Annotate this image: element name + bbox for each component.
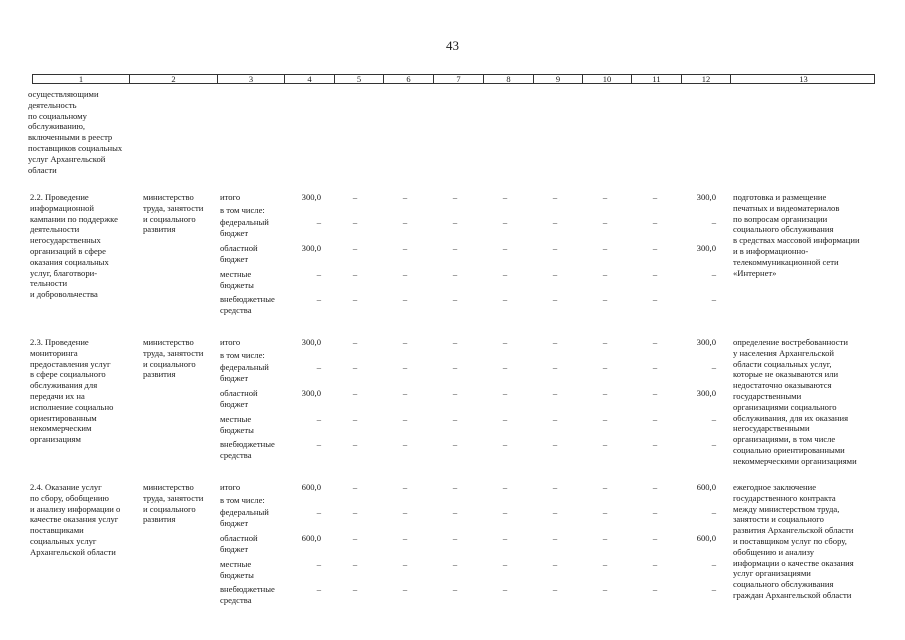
value-col-8: – <box>502 192 508 202</box>
expected-result-text: у населения Архангельской <box>733 347 834 358</box>
value-col-11: – <box>652 414 658 424</box>
page-number: 43 <box>446 38 459 53</box>
executor-text: развития <box>143 224 176 235</box>
expected-result-text: занятости и социального <box>733 514 824 525</box>
value-col-7: – <box>452 337 458 347</box>
measure-title: оказания социальных <box>30 256 109 267</box>
value-col-5: – <box>352 362 358 372</box>
executor-text: министерство <box>143 192 194 202</box>
measure-title: передачи их на <box>30 391 85 401</box>
value-col-9: – <box>552 192 558 202</box>
funding-source-label: бюджеты <box>220 569 254 580</box>
value-col-8: – <box>502 559 508 569</box>
expected-result-text: «Интернет» <box>733 267 777 278</box>
value-col-10: – <box>602 243 608 253</box>
value-col-9: – <box>552 559 558 569</box>
value-col-10: – <box>602 533 608 543</box>
expected-result-text: обслуживания, для их оказания <box>733 412 849 423</box>
value-col-4: 300,0 <box>301 337 321 347</box>
value-col-9: – <box>552 269 558 279</box>
value-col-9: – <box>552 533 558 543</box>
expected-result-text: негосударственными <box>733 423 810 434</box>
value-col-6: – <box>402 269 408 279</box>
expected-result-text: информации о качестве оказания <box>733 557 854 568</box>
value-col-12: – <box>711 294 716 304</box>
value-col-4: 300,0 <box>301 192 321 202</box>
value-col-4: – <box>316 269 321 279</box>
value-col-7: – <box>452 362 458 372</box>
funding-source-label: федеральный <box>220 217 269 227</box>
measure-title: исполнение социально <box>30 401 114 412</box>
funding-source-label: областной <box>220 388 258 398</box>
measure-title: в сфере социального <box>30 369 106 380</box>
executor-text: и социального <box>143 503 196 514</box>
value-col-9: – <box>552 217 558 227</box>
value-col-4: – <box>316 217 321 227</box>
funding-source-label: итого <box>220 337 241 347</box>
funding-source-label: в том числе: <box>220 350 265 360</box>
value-col-9: – <box>552 337 558 347</box>
value-col-11: – <box>652 533 658 543</box>
executor-text: труда, занятости <box>143 202 204 213</box>
funding-source-label: в том числе: <box>220 495 265 505</box>
header-col-4: 4 <box>285 75 335 83</box>
value-col-4: – <box>316 414 321 424</box>
value-col-9: – <box>552 414 558 424</box>
expected-result-text: печатных и видеоматериалов <box>733 202 840 213</box>
expected-result-text: организациями социального <box>733 401 837 412</box>
value-col-10: – <box>602 362 608 372</box>
value-col-6: – <box>402 243 408 253</box>
value-col-7: – <box>452 414 458 424</box>
measure-title: деятельности <box>30 224 80 235</box>
executor-text: развития <box>143 369 176 380</box>
measure-title: предоставления услуг <box>30 358 111 369</box>
value-col-12: – <box>711 559 716 569</box>
value-col-7: – <box>452 269 458 279</box>
executor-text: развития <box>143 514 176 525</box>
funding-source-label: итого <box>220 482 241 492</box>
header-col-12: 12 <box>682 75 731 83</box>
value-col-6: – <box>402 414 408 424</box>
value-col-7: – <box>452 388 458 398</box>
value-col-12: – <box>711 584 716 594</box>
value-col-8: – <box>502 388 508 398</box>
expected-result-text: некоммерческими организациями <box>733 455 857 466</box>
expected-result-text: государственными <box>733 391 802 401</box>
value-col-5: – <box>352 439 358 449</box>
value-col-11: – <box>652 362 658 372</box>
value-col-4: 600,0 <box>301 482 321 492</box>
continuation-text: обслуживанию, <box>28 121 86 132</box>
expected-result-text: социально ориентированными <box>733 445 845 455</box>
value-col-10: – <box>602 337 608 347</box>
value-col-5: – <box>352 584 358 594</box>
measure-title: обслуживания для <box>30 380 98 391</box>
value-col-11: – <box>652 439 658 449</box>
value-col-8: – <box>502 337 508 347</box>
value-col-8: – <box>502 294 508 304</box>
measure-title: негосударственных <box>30 235 101 246</box>
value-col-6: – <box>402 507 408 517</box>
continuation-text: осуществляющими <box>28 89 99 99</box>
measure-title: 2.2. Проведение <box>30 192 89 202</box>
value-col-9: – <box>552 388 558 398</box>
funding-source-label: средства <box>220 449 252 460</box>
value-col-8: – <box>502 482 508 492</box>
funding-source-label: бюджет <box>220 253 249 264</box>
funding-source-label: бюджет <box>220 543 249 554</box>
value-col-6: – <box>402 362 408 372</box>
funding-source-label: итого <box>220 192 241 202</box>
expected-result-text: развития Архангельской области <box>733 525 854 536</box>
funding-source-label: федеральный <box>220 362 269 372</box>
value-col-7: – <box>452 243 458 253</box>
expected-result-text: государственного контракта <box>733 492 836 503</box>
value-col-12: 600,0 <box>696 533 716 543</box>
measure-title: и анализу информации о <box>30 503 121 514</box>
header-col-5: 5 <box>335 75 384 83</box>
expected-result-text: которые не оказываются или <box>733 369 839 380</box>
value-col-5: – <box>352 217 358 227</box>
expected-result-text: услуг организациями <box>733 568 811 579</box>
value-col-12: – <box>711 362 716 372</box>
value-col-12: 300,0 <box>696 388 716 398</box>
value-col-6: – <box>402 337 408 347</box>
expected-result-text: недостаточно оказываются <box>733 380 832 391</box>
measure-title: информационной <box>30 202 95 213</box>
executor-text: труда, занятости <box>143 492 204 503</box>
executor-text: министерство <box>143 337 194 347</box>
value-col-7: – <box>452 507 458 517</box>
value-col-7: – <box>452 559 458 569</box>
value-col-9: – <box>552 507 558 517</box>
expected-result-text: социального обслуживания <box>733 579 834 590</box>
measure-title: тельности <box>30 278 68 289</box>
expected-result-text: и в информационно- <box>733 246 809 256</box>
value-col-8: – <box>502 584 508 594</box>
funding-source-label: федеральный <box>220 507 269 517</box>
continuation-text: деятельность <box>28 99 77 110</box>
expected-result-text: подготовка и размещение <box>733 192 827 202</box>
expected-result-text: организациями, в том числе <box>733 434 836 445</box>
measure-title: поставщиками <box>30 525 84 536</box>
value-col-6: – <box>402 584 408 594</box>
expected-result-text: между министерством труда, <box>733 503 840 514</box>
value-col-9: – <box>552 482 558 492</box>
value-col-11: – <box>652 507 658 517</box>
header-col-9: 9 <box>534 75 583 83</box>
value-col-7: – <box>452 439 458 449</box>
value-col-11: – <box>652 217 658 227</box>
executor-text: труда, занятости <box>143 347 204 358</box>
funding-source-label: местные <box>220 269 252 279</box>
header-col-10: 10 <box>583 75 632 83</box>
value-col-12: – <box>711 414 716 424</box>
measure-title: по сбору, обобщению <box>30 492 109 503</box>
value-col-12: – <box>711 269 716 279</box>
value-col-11: – <box>652 337 658 347</box>
header-col-2: 2 <box>130 75 218 83</box>
measure-title: Архангельской области <box>30 546 116 557</box>
value-col-11: – <box>652 294 658 304</box>
value-col-10: – <box>602 584 608 594</box>
value-col-6: – <box>402 192 408 202</box>
funding-source-label: внебюджетные <box>220 439 275 449</box>
header-col-11: 11 <box>632 75 682 83</box>
measure-title: организаций в сфере <box>30 246 106 256</box>
value-col-10: – <box>602 388 608 398</box>
value-col-12: 600,0 <box>696 482 716 492</box>
value-col-5: – <box>352 388 358 398</box>
expected-result-text: обобщению и анализу <box>733 546 814 557</box>
measure-title: организациям <box>30 434 81 445</box>
value-col-4: 300,0 <box>301 388 321 398</box>
header-col-13: 13 <box>799 74 808 84</box>
measure-title: услуг, благотвори- <box>30 267 98 278</box>
measure-title: социальных услуг <box>30 536 97 546</box>
value-col-9: – <box>552 439 558 449</box>
value-col-8: – <box>502 269 508 279</box>
value-col-6: – <box>402 217 408 227</box>
value-col-5: – <box>352 243 358 253</box>
value-col-12: – <box>711 507 716 517</box>
value-col-6: – <box>402 533 408 543</box>
header-col-8: 8 <box>484 75 534 83</box>
continuation-text: поставщиков социальных <box>28 143 123 153</box>
funding-source-label: внебюджетные <box>220 584 275 594</box>
expected-result-text: в средствах массовой информации <box>733 235 860 246</box>
value-col-9: – <box>552 362 558 372</box>
executor-text: и социального <box>143 213 196 224</box>
value-col-9: – <box>552 584 558 594</box>
funding-source-label: бюджет <box>220 227 249 238</box>
measure-title: качестве оказания услуг <box>30 514 119 525</box>
value-col-11: – <box>652 243 658 253</box>
expected-result-text: и поставщиком услуг по сбору, <box>733 536 847 546</box>
value-col-7: – <box>452 533 458 543</box>
value-col-4: – <box>316 294 321 304</box>
header-col-7: 7 <box>434 75 484 83</box>
value-col-10: – <box>602 414 608 424</box>
value-col-5: – <box>352 269 358 279</box>
expected-result-text: социального обслуживания <box>733 224 834 235</box>
funding-source-label: в том числе: <box>220 205 265 215</box>
value-col-5: – <box>352 533 358 543</box>
value-col-4: – <box>316 584 321 594</box>
funding-source-label: внебюджетные <box>220 294 275 304</box>
value-col-9: – <box>552 294 558 304</box>
measure-title: 2.3. Проведение <box>30 337 89 347</box>
value-col-6: – <box>402 482 408 492</box>
expected-result-text: определение востребованности <box>733 337 848 347</box>
value-col-4: 300,0 <box>301 243 321 253</box>
expected-result-text: по вопросам организации <box>733 213 828 224</box>
value-col-10: – <box>602 294 608 304</box>
expected-result-text: телекоммуникационной сети <box>733 256 839 267</box>
expected-result-text: области социальных услуг, <box>733 358 832 369</box>
value-col-12: – <box>711 439 716 449</box>
measure-title: ориентированным <box>30 412 97 423</box>
funding-source-label: местные <box>220 414 252 424</box>
value-col-6: – <box>402 559 408 569</box>
value-col-10: – <box>602 559 608 569</box>
funding-source-label: средства <box>220 304 252 315</box>
value-col-11: – <box>652 559 658 569</box>
value-col-5: – <box>352 414 358 424</box>
value-col-6: – <box>402 294 408 304</box>
value-col-7: – <box>452 192 458 202</box>
value-col-4: 600,0 <box>301 533 321 543</box>
header-col-6: 6 <box>384 75 434 83</box>
funding-source-label: бюджет <box>220 398 249 409</box>
value-col-8: – <box>502 362 508 372</box>
measure-title: некоммерческим <box>30 423 92 434</box>
funding-source-label: средства <box>220 594 252 605</box>
value-col-10: – <box>602 192 608 202</box>
funding-source-label: бюджеты <box>220 424 254 435</box>
value-col-10: – <box>602 507 608 517</box>
value-col-8: – <box>502 243 508 253</box>
measure-title: 2.4. Оказание услуг <box>30 482 102 492</box>
value-col-12: 300,0 <box>696 243 716 253</box>
value-col-11: – <box>652 584 658 594</box>
value-col-5: – <box>352 192 358 202</box>
value-col-5: – <box>352 507 358 517</box>
expected-result-text: ежегодное заключение <box>733 482 817 492</box>
value-col-4: – <box>316 507 321 517</box>
continuation-text: услуг Архангельской <box>28 153 106 164</box>
funding-source-label: бюджеты <box>220 279 254 290</box>
value-col-11: – <box>652 388 658 398</box>
value-col-7: – <box>452 482 458 492</box>
value-col-10: – <box>602 482 608 492</box>
header-col-1: 1 <box>33 75 130 83</box>
funding-source-label: бюджет <box>220 372 249 383</box>
value-col-5: – <box>352 482 358 492</box>
value-col-6: – <box>402 388 408 398</box>
value-col-5: – <box>352 337 358 347</box>
executor-text: и социального <box>143 358 196 369</box>
funding-source-label: местные <box>220 559 252 569</box>
value-col-7: – <box>452 294 458 304</box>
value-col-8: – <box>502 533 508 543</box>
value-col-12: – <box>711 217 716 227</box>
value-col-4: – <box>316 439 321 449</box>
value-col-8: – <box>502 439 508 449</box>
executor-text: министерство <box>143 482 194 492</box>
value-col-11: – <box>652 482 658 492</box>
value-col-7: – <box>452 584 458 594</box>
header-col-3: 3 <box>218 75 285 83</box>
value-col-12: 300,0 <box>696 192 716 202</box>
value-col-12: 300,0 <box>696 337 716 347</box>
value-col-4: – <box>316 559 321 569</box>
measure-title: мониторинга <box>30 347 78 358</box>
value-col-8: – <box>502 217 508 227</box>
value-col-6: – <box>402 439 408 449</box>
value-col-8: – <box>502 507 508 517</box>
value-col-5: – <box>352 294 358 304</box>
value-col-11: – <box>652 269 658 279</box>
expected-result-text: граждан Архангельской области <box>733 590 852 600</box>
measure-title: кампании по поддержке <box>30 213 118 224</box>
value-col-8: – <box>502 414 508 424</box>
funding-source-label: областной <box>220 243 258 253</box>
value-col-10: – <box>602 439 608 449</box>
value-col-5: – <box>352 559 358 569</box>
continuation-text: области <box>28 164 57 175</box>
value-col-10: – <box>602 269 608 279</box>
measure-title: и добровольчества <box>30 289 98 300</box>
value-col-4: – <box>316 362 321 372</box>
value-col-11: – <box>652 192 658 202</box>
continuation-text: по социальному <box>28 110 87 121</box>
continuation-text: включенными в реестр <box>28 132 113 143</box>
funding-source-label: бюджет <box>220 517 249 528</box>
value-col-7: – <box>452 217 458 227</box>
value-col-9: – <box>552 243 558 253</box>
column-number-header <box>32 74 875 84</box>
funding-source-label: областной <box>220 533 258 543</box>
value-col-10: – <box>602 217 608 227</box>
